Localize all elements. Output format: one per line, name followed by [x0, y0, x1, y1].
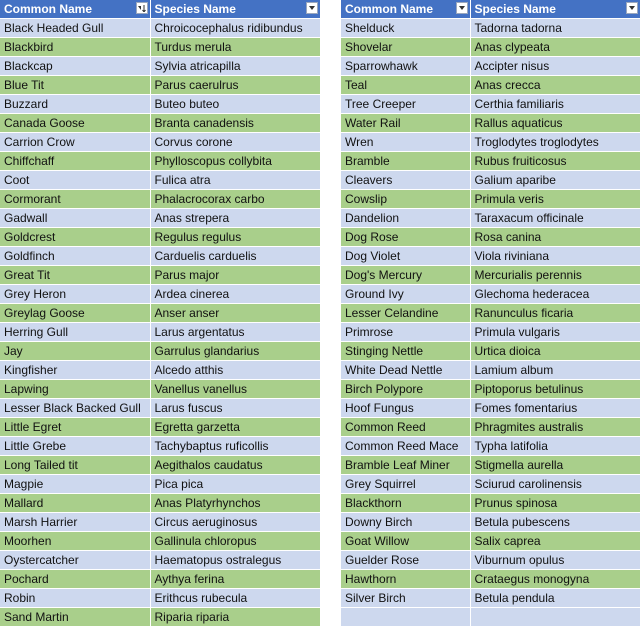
column-gap [320, 0, 341, 593]
common-name-cell[interactable]: Blackbird [0, 38, 150, 57]
table-row [341, 570, 640, 589]
table-row [341, 532, 640, 551]
species-name-cell[interactable]: Larus argentatus [150, 323, 320, 342]
species-name-cell[interactable]: Phylloscopus collybita [150, 152, 320, 171]
table-row [341, 494, 640, 513]
species-name-cell[interactable]: Parus major [150, 266, 320, 285]
species-name-cell[interactable]: Viburnum opulus [470, 551, 640, 570]
common-name-cell[interactable]: Bramble [341, 152, 470, 171]
common-name-cell[interactable]: Dog's Mercury [341, 266, 470, 285]
table-row [341, 551, 640, 570]
species-name-cell[interactable]: Garrulus glandarius [150, 342, 320, 361]
species-name-cell[interactable]: Urtica dioica [470, 342, 640, 361]
common-name-cell[interactable]: Robin [0, 589, 150, 608]
table-row [0, 399, 320, 418]
common-name-cell[interactable]: Kingfisher [0, 361, 150, 380]
table-row [341, 418, 640, 437]
species-name-cell[interactable]: Buteo buteo [150, 95, 320, 114]
table-row [0, 114, 320, 133]
table-row [341, 133, 640, 152]
species-name-cell[interactable]: Primula vulgaris [470, 323, 640, 342]
common-name-cell[interactable]: Lesser Black Backed Gull [0, 399, 150, 418]
common-name-cell[interactable]: Goldfinch [0, 247, 150, 266]
species-name-cell[interactable]: Regulus regulus [150, 228, 320, 247]
table-row [0, 437, 320, 456]
common-name-cell[interactable]: Hoof Fungus [341, 399, 470, 418]
species-name-cell[interactable]: Larus fuscus [150, 399, 320, 418]
table-row [341, 171, 640, 190]
common-name-cell[interactable]: Buzzard [0, 95, 150, 114]
table-row [0, 266, 320, 285]
species-name-cell[interactable]: Rosa canina [470, 228, 640, 247]
species-name-cell[interactable]: Gallinula chloropus [150, 532, 320, 551]
species-name-cell[interactable]: Tadorna tadorna [470, 19, 640, 38]
common-name-cell[interactable]: Teal [341, 76, 470, 95]
common-name-cell[interactable]: Marsh Harrier [0, 513, 150, 532]
table-row [341, 285, 640, 304]
table-row [0, 608, 320, 627]
common-name-cell[interactable] [341, 608, 470, 627]
species-name-cell[interactable]: Corvus corone [150, 133, 320, 152]
common-name-cell[interactable]: Greylag Goose [0, 304, 150, 323]
table-row [0, 152, 320, 171]
common-name-cell[interactable]: Blackthorn [341, 494, 470, 513]
species-name-cell[interactable]: Primula veris [470, 190, 640, 209]
species-name-cell[interactable]: Phragmites australis [470, 418, 640, 437]
species-name-cell[interactable]: Turdus merula [150, 38, 320, 57]
species-name-cell[interactable]: Typha latifolia [470, 437, 640, 456]
common-name-cell[interactable]: Shovelar [341, 38, 470, 57]
table-row [341, 76, 640, 95]
common-name-cell[interactable]: Wren [341, 133, 470, 152]
species-name-cell[interactable]: Aegithalos caudatus [150, 456, 320, 475]
table-row [0, 171, 320, 190]
filter-dropdown-icon[interactable] [306, 2, 318, 14]
table-row [0, 456, 320, 475]
common-name-cell[interactable]: Little Egret [0, 418, 150, 437]
species-name-cell[interactable]: Tachybaptus ruficollis [150, 437, 320, 456]
column-header-label: Common Name [345, 2, 434, 16]
common-name-cell[interactable]: Ground Ivy [341, 285, 470, 304]
table-row [341, 19, 640, 38]
common-name-cell[interactable]: Sparrowhawk [341, 57, 470, 76]
species-name-cell[interactable]: Viola riviniana [470, 247, 640, 266]
column-header-species-name[interactable] [150, 0, 320, 19]
table-row [0, 209, 320, 228]
common-name-cell[interactable]: Water Rail [341, 114, 470, 133]
table-row [341, 114, 640, 133]
species-name-cell[interactable]: Anas crecca [470, 76, 640, 95]
species-name-cell[interactable]: Circus aeruginosus [150, 513, 320, 532]
species-name-cell[interactable]: Pica pica [150, 475, 320, 494]
table-row [341, 513, 640, 532]
common-name-cell[interactable]: Primrose [341, 323, 470, 342]
common-name-cell[interactable]: Blackcap [0, 57, 150, 76]
common-name-cell[interactable]: Coot [0, 171, 150, 190]
species-name-cell[interactable]: Carduelis carduelis [150, 247, 320, 266]
column-header-label: Common Name [4, 2, 93, 16]
common-name-cell[interactable]: Guelder Rose [341, 551, 470, 570]
common-name-cell[interactable]: Mallard [0, 494, 150, 513]
table-row [341, 380, 640, 399]
table-row [341, 608, 640, 627]
species-name-cell[interactable]: Taraxacum officinale [470, 209, 640, 228]
table-row [0, 190, 320, 209]
common-name-cell[interactable]: Canada Goose [0, 114, 150, 133]
column-header-common-name[interactable] [0, 0, 150, 19]
common-name-cell[interactable]: Common Reed Mace [341, 437, 470, 456]
species-name-cell[interactable]: Parus caerulrus [150, 76, 320, 95]
table-row [341, 95, 640, 114]
filter-dropdown-icon[interactable] [456, 2, 468, 14]
species-name-cell[interactable]: Glechoma hederacea [470, 285, 640, 304]
table-row [0, 380, 320, 399]
common-name-cell[interactable]: Sand Martin [0, 608, 150, 627]
common-name-cell[interactable]: Lapwing [0, 380, 150, 399]
table-row [0, 19, 320, 38]
species-name-cell[interactable]: Chroicocephalus ridibundus [150, 19, 320, 38]
table-row [0, 513, 320, 532]
table-row [0, 285, 320, 304]
species-name-cell[interactable]: Galium aparibe [470, 171, 640, 190]
species-name-cell[interactable]: Anas strepera [150, 209, 320, 228]
common-name-cell[interactable]: Jay [0, 342, 150, 361]
common-name-cell[interactable]: Tree Creeper [341, 95, 470, 114]
common-name-cell[interactable]: Lesser Celandine [341, 304, 470, 323]
species-name-cell[interactable] [470, 608, 640, 627]
species-name-cell[interactable]: Anser anser [150, 304, 320, 323]
species-name-cell[interactable]: Erithcus rubecula [150, 589, 320, 608]
common-name-cell[interactable]: Stinging Nettle [341, 342, 470, 361]
species-name-cell[interactable]: Ardea cinerea [150, 285, 320, 304]
common-name-cell[interactable]: Moorhen [0, 532, 150, 551]
species-name-cell[interactable]: Prunus spinosa [470, 494, 640, 513]
table-row [341, 152, 640, 171]
common-name-cell[interactable]: Great Tit [0, 266, 150, 285]
species-name-cell[interactable]: Rallus aquaticus [470, 114, 640, 133]
common-name-cell[interactable]: Carrion Crow [0, 133, 150, 152]
species-name-cell[interactable]: Stigmella aurella [470, 456, 640, 475]
common-name-cell[interactable]: Magpie [0, 475, 150, 494]
table-row [0, 38, 320, 57]
common-name-cell[interactable]: Goat Willow [341, 532, 470, 551]
species-name-cell[interactable]: Betula pendula [470, 589, 640, 608]
table-row [0, 247, 320, 266]
species-name-cell[interactable]: Sciurud carolinensis [470, 475, 640, 494]
table-row [341, 323, 640, 342]
table-row [341, 190, 640, 209]
table-row [0, 323, 320, 342]
table-row [0, 494, 320, 513]
table-row [0, 551, 320, 570]
table-row [341, 342, 640, 361]
species-name-cell[interactable]: Piptoporus betulinus [470, 380, 640, 399]
species-name-cell[interactable]: Accipter nisus [470, 57, 640, 76]
table-row [341, 399, 640, 418]
species-name-cell[interactable]: Aythya ferina [150, 570, 320, 589]
common-name-cell[interactable]: Dandelion [341, 209, 470, 228]
common-name-cell[interactable]: Gadwall [0, 209, 150, 228]
table-row [0, 133, 320, 152]
common-name-cell[interactable]: Grey Heron [0, 285, 150, 304]
species-name-cell[interactable]: Lamium album [470, 361, 640, 380]
species-name-cell[interactable]: Crataegus monogyna [470, 570, 640, 589]
common-name-cell[interactable]: Birch Polypore [341, 380, 470, 399]
species-name-cell[interactable]: Haematopus ostralegus [150, 551, 320, 570]
species-name-cell[interactable]: Mercurialis perennis [470, 266, 640, 285]
common-name-cell[interactable]: Chiffchaff [0, 152, 150, 171]
common-name-cell[interactable]: Cowslip [341, 190, 470, 209]
common-name-cell[interactable]: Long Tailed tit [0, 456, 150, 475]
column-header-label: Species Name [474, 2, 556, 16]
common-name-cell[interactable]: Common Reed [341, 418, 470, 437]
table-row [0, 418, 320, 437]
table-row [341, 209, 640, 228]
table-row [341, 437, 640, 456]
table-row [341, 456, 640, 475]
species-name-cell[interactable]: Sylvia atricapilla [150, 57, 320, 76]
common-name-cell[interactable]: White Dead Nettle [341, 361, 470, 380]
common-name-cell[interactable]: Downy Birch [341, 513, 470, 532]
common-name-cell[interactable]: Black Headed Gull [0, 19, 150, 38]
common-name-cell[interactable]: Grey Squirrel [341, 475, 470, 494]
table-row [0, 57, 320, 76]
species-name-cell[interactable]: Certhia familiaris [470, 95, 640, 114]
common-name-cell[interactable]: Goldcrest [0, 228, 150, 247]
header-row [0, 0, 320, 19]
table-row [0, 342, 320, 361]
common-name-cell[interactable]: Dog Violet [341, 247, 470, 266]
column-header-species-name[interactable] [470, 0, 640, 19]
table-row [0, 532, 320, 551]
species-name-cell[interactable]: Troglodytes troglodytes [470, 133, 640, 152]
common-name-cell[interactable]: Hawthorn [341, 570, 470, 589]
species-name-cell[interactable]: Salix caprea [470, 532, 640, 551]
species-name-cell[interactable]: Anas Platyrhynchos [150, 494, 320, 513]
common-name-cell[interactable]: Bramble Leaf Miner [341, 456, 470, 475]
common-name-cell[interactable]: Dog Rose [341, 228, 470, 247]
species-name-cell[interactable]: Phalacrocorax carbo [150, 190, 320, 209]
common-name-cell[interactable]: Herring Gull [0, 323, 150, 342]
species-name-cell[interactable]: Fomes fomentarius [470, 399, 640, 418]
table-row [341, 589, 640, 608]
species-name-cell[interactable]: Branta canadensis [150, 114, 320, 133]
species-name-cell[interactable]: Riparia riparia [150, 608, 320, 627]
common-name-cell[interactable]: Pochard [0, 570, 150, 589]
species-name-cell[interactable]: Rubus fruiticosus [470, 152, 640, 171]
column-header-common-name[interactable] [341, 0, 470, 19]
species-name-cell[interactable]: Fulica atra [150, 171, 320, 190]
table-row [341, 361, 640, 380]
species-name-cell[interactable]: Anas clypeata [470, 38, 640, 57]
common-name-cell[interactable]: Silver Birch [341, 589, 470, 608]
sort-ascending-filter-icon[interactable] [136, 2, 148, 14]
table-row [341, 304, 640, 323]
header-row [341, 0, 640, 19]
table-row [0, 361, 320, 380]
species-name-cell[interactable]: Egretta garzetta [150, 418, 320, 437]
table-row [0, 228, 320, 247]
table-row [341, 57, 640, 76]
species-name-cell[interactable]: Vanellus vanellus [150, 380, 320, 399]
common-name-cell[interactable]: Blue Tit [0, 76, 150, 95]
table-row [0, 304, 320, 323]
table-row [341, 38, 640, 57]
common-name-cell[interactable]: Oystercatcher [0, 551, 150, 570]
table-row [0, 570, 320, 589]
table-row [0, 95, 320, 114]
column-header-label: Species Name [154, 2, 236, 16]
table-row [341, 266, 640, 285]
common-name-cell[interactable]: Cormorant [0, 190, 150, 209]
species-name-cell[interactable]: Alcedo atthis [150, 361, 320, 380]
table-row [0, 475, 320, 494]
table-row [341, 475, 640, 494]
table-row [341, 228, 640, 247]
common-name-cell[interactable]: Shelduck [341, 19, 470, 38]
plants-species-table [341, 0, 640, 627]
filter-dropdown-icon[interactable] [626, 2, 638, 14]
common-name-cell[interactable]: Cleavers [341, 171, 470, 190]
table-row [0, 76, 320, 95]
common-name-cell[interactable]: Little Grebe [0, 437, 150, 456]
species-name-cell[interactable]: Ranunculus ficaria [470, 304, 640, 323]
table-row [341, 247, 640, 266]
species-name-cell[interactable]: Betula pubescens [470, 513, 640, 532]
table-row [0, 589, 320, 608]
